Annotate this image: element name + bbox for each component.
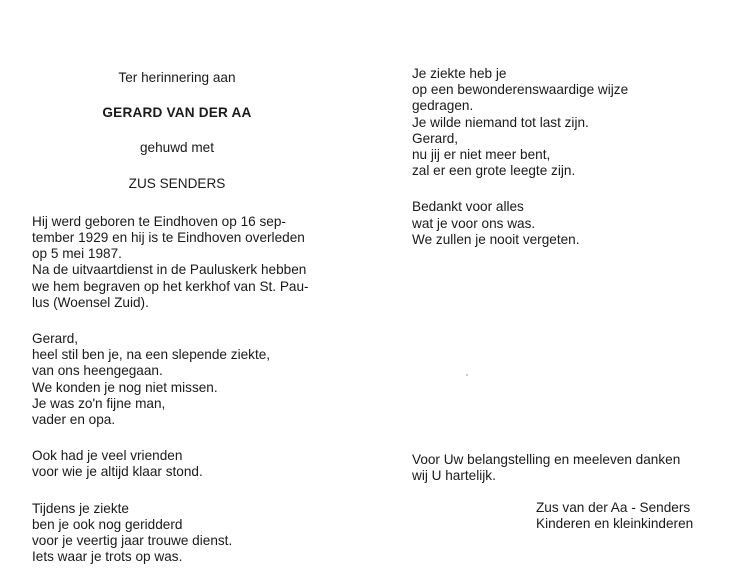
poem-line: vader en opa. bbox=[32, 412, 116, 428]
bio-line: Na de uitvaartdienst in de Pauluskerk hebben bbox=[32, 262, 307, 278]
spouse-name: ZUS SENDERS bbox=[128, 175, 226, 191]
signature-block bbox=[536, 500, 726, 532]
intro-text: Ter herinnering aan bbox=[118, 70, 236, 85]
poem-line: Je wilde niemand tot last zijn. bbox=[412, 114, 589, 130]
bio-line: op 5 mei 1987. bbox=[32, 246, 122, 262]
poem-line: voor wie je altijd klaar stond. bbox=[32, 464, 203, 480]
poem-line: Ook had je veel vrienden bbox=[32, 448, 183, 464]
poem-line: voor je veertig jaar trouwe dienst. bbox=[32, 533, 233, 549]
poem-line: Bedankt voor alles bbox=[412, 199, 524, 215]
bio-line: we hem begraven op het kerkhof van St. Pau- bbox=[32, 278, 309, 294]
poem-line: nu jij er niet meer bent, bbox=[412, 147, 551, 163]
thanks-block bbox=[412, 452, 722, 484]
married-text: gehuwd met bbox=[139, 140, 215, 156]
poem-stanza-1 bbox=[32, 331, 362, 428]
poem-line: Iets waar je trots op was. bbox=[32, 549, 183, 565]
print-speck bbox=[466, 374, 468, 376]
bio-line: Hij werd geboren te Eindhoven op 16 sep- bbox=[32, 213, 286, 229]
poem-line: Gerard, bbox=[412, 130, 459, 146]
poem-stanza-3 bbox=[32, 501, 362, 566]
poem-line: Gerard, bbox=[32, 331, 79, 347]
poem-stanza-2 bbox=[32, 448, 362, 480]
poem-line: Tijdens je ziekte bbox=[32, 500, 129, 516]
poem-line: Je was zo'n fijne man, bbox=[32, 395, 166, 411]
right-column bbox=[412, 66, 712, 248]
deceased-name: GERARD VAN DER AA bbox=[102, 105, 252, 121]
poem-line: zal er een grote leegte zijn. bbox=[412, 163, 576, 179]
bio-line: tember 1929 en hij is te Eindhoven overleden bbox=[32, 230, 305, 246]
signature-line: Zus van der Aa - Senders bbox=[536, 500, 691, 515]
poem-stanza-right-2 bbox=[412, 199, 712, 248]
poem-line: We zullen je nooit vergeten. bbox=[412, 231, 580, 247]
poem-line: Je ziekte heb je bbox=[412, 66, 507, 81]
poem-line: op een bewonderenswaardige wijze bbox=[412, 82, 629, 98]
poem-line: We konden je nog niet missen. bbox=[32, 379, 218, 395]
poem-stanza-right-1 bbox=[412, 66, 712, 179]
biography bbox=[32, 214, 362, 311]
poem-line: heel stil ben je, na een slepende ziekte, bbox=[32, 347, 271, 363]
poem-line: wat je voor ons was. bbox=[412, 215, 536, 231]
left-column bbox=[32, 70, 362, 565]
bio-line: lus (Woensel Zuid). bbox=[32, 294, 149, 310]
signature-line: Kinderen en kleinkinderen bbox=[536, 516, 694, 532]
poem-line: gedragen. bbox=[412, 98, 474, 114]
thanks-line: wij U hartelijk. bbox=[412, 468, 496, 484]
poem-line: van ons heengegaan. bbox=[32, 363, 163, 379]
poem-line: ben je ook nog geridderd bbox=[32, 516, 183, 532]
thanks-line: Voor Uw belangstelling en meeleven danken bbox=[412, 452, 681, 467]
